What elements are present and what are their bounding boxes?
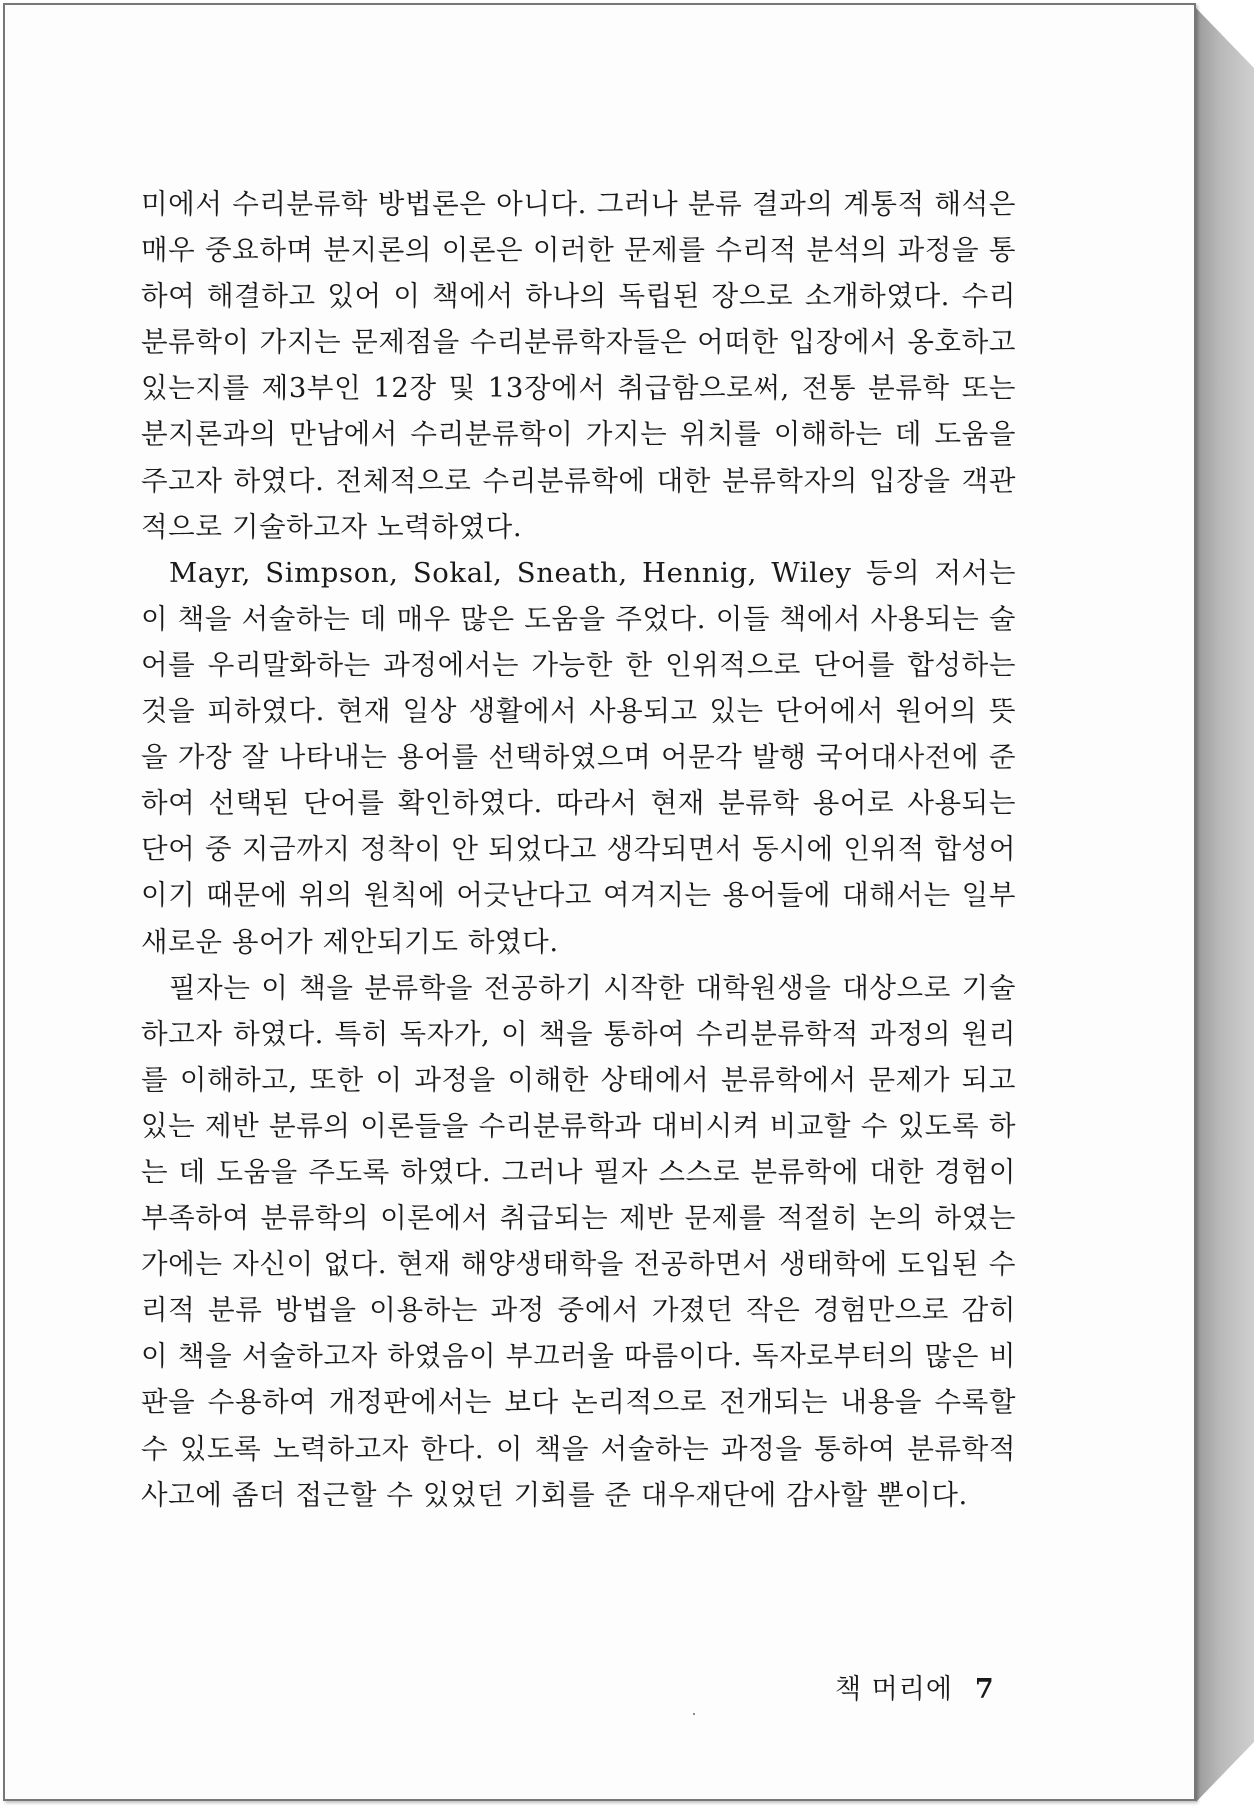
paragraph-2: Mayr, Simpson, Sokal, Sneath, Hennig, Wiley 등의 저서는 이 책을 서술하는 데 매우 많은 도움을 주었다. 이들 책에서 사용되는 술어를 우리말화하는 과정에서는 가능한 한 인위적으로 단어를 합성하는 것을 피하였다. 현재 일상 생활에서 사용되고 있는 단어에서 원어의 뜻을 가장 잘 나타내는 용어를 선택하였으며 어문각 발행 국어대사전에 준하여 선택된 단어를 확인하였다. 따라서 현재 분류학 용어로 사용되는 단어 중 지금까지 정착이 안 되었다고 생각되면서 동시에 인위적 합성어이기 때문에 위의 원칙에 어긋난다고 여겨지는 용어들에 대해서는 일부 새로운 용어가 제안되기도 하였다. — [141, 556, 1016, 958]
paragraph-1: 미에서 수리분류학 방법론은 아니다. 그러나 분류 결과의 계통적 해석은 매우 중요하며 분지론의 이론은 이러한 문제를 수리적 분석의 과정을 통하여 해결하고 있어 이 책에서 하나의 독립된 장으로 소개하였다. 수리분류학이 가지는 문제점을 수리분류학자들은 어떠한 입장에서 옹호하고 있는지를 제3부인 12장 및 13장에서 취급함으로써, 전통 분류학 또는 분지론과의 만남에서 수리분류학이 가지는 위치를 이해하는 데 도움을 주고자 하였다. 전체적으로 수리분류학에 대한 분류학자의 입장을 객관적으로 기술하고자 노력하였다. — [141, 188, 1016, 543]
body-text — [141, 181, 1016, 1518]
speck — [693, 1713, 695, 1715]
paragraph-3: 필자는 이 책을 분류학을 전공하기 시작한 대학원생을 대상으로 기술하고자 하였다. 특히 독자가, 이 책을 통하여 수리분류학적 과정의 원리를 이해하고, 또한 이 과정을 이해한 상태에서 분류학에서 문제가 되고 있는 제반 분류의 이론들을 수리분류학과 대비시켜 비교할 수 있도록 하는 데 도움을 주도록 하였다. 그러나 필자 스스로 분류학에 대한 경험이 부족하여 분류학의 이론에서 취급되는 제반 문제를 적절히 논의 하였는가에는 자신이 없다. 현재 해양생태학을 전공하면서 생태학에 도입된 수리적 분류 방법을 이용하는 과정 중에서 가졌던 작은 경험만으로 감히 이 책을 서술하고자 하였음이 부끄러울 따름이다. 독자로부터의 많은 비판을 수용하여 개정판에서는 보다 논리적으로 전개되는 내용을 수록할 수 있도록 노력하고자 한다. 이 책을 서술하는 과정을 통하여 분류학적 사고에 좀더 접근할 수 있었던 기회를 준 대우재단에 감사할 뿐이다. — [141, 971, 1016, 1511]
book-spine — [1196, 8, 1254, 1802]
page-footer — [835, 1667, 995, 1706]
page-number: 7 — [974, 1674, 995, 1705]
book-page — [3, 3, 1196, 1801]
running-head: 책 머리에 — [835, 1674, 953, 1705]
